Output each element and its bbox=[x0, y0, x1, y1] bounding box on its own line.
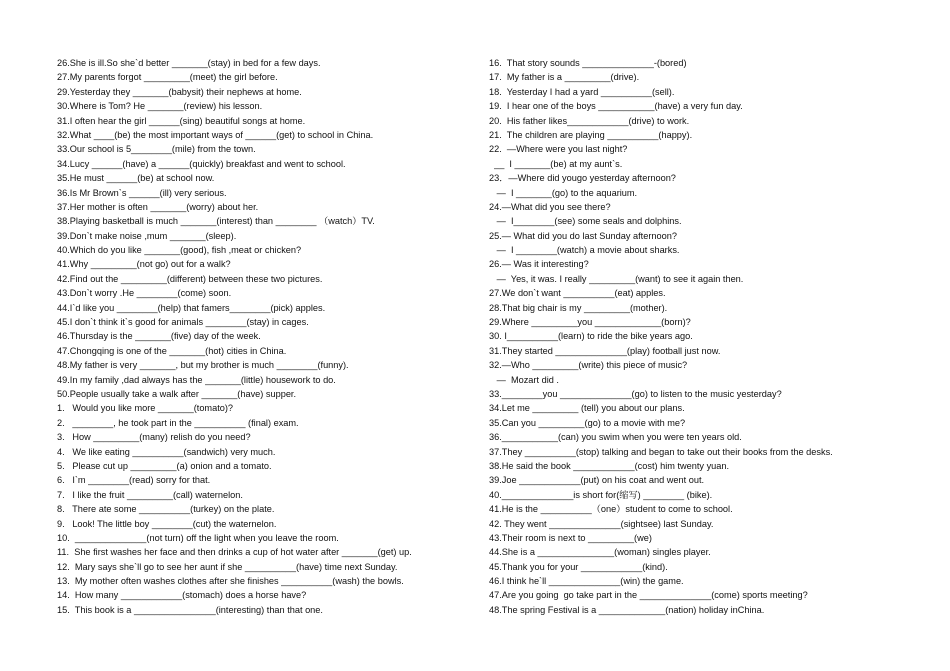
exercise-line: 2. ________, he took part in the __________ (final) exam. bbox=[57, 417, 299, 428]
exercise-line: 35.He must ______(be) at school now. bbox=[57, 173, 215, 184]
exercise-line: 31.I often hear the girl ______(sing) beautiful songs at home. bbox=[57, 115, 306, 126]
exercise-line: 49.In my family ,dad always has the _______(little) housework to do. bbox=[57, 374, 336, 385]
exercise-line: — I________(see) some seals and dolphins. bbox=[489, 216, 682, 227]
exercise-line: 28.That big chair is my _________(mother). bbox=[489, 302, 668, 313]
exercise-line: 48.The spring Festival is a _____________(nation) holiday inChina. bbox=[489, 604, 765, 615]
exercise-line: 21. The children are playing __________(happy). bbox=[489, 129, 693, 140]
exercise-line: 47.Chongqing is one of the _______(hot) cities in China. bbox=[57, 345, 287, 356]
exercise-line: 50.People usually take a walk after _______(have) supper. bbox=[57, 388, 297, 399]
exercise-line: 38.He said the book ____________(cost) him twenty yuan. bbox=[489, 460, 730, 471]
exercise-line: 14. How many ____________(stomach) does a horse have? bbox=[57, 590, 307, 601]
exercise-line: 18. Yesterday I had a yard __________(sell). bbox=[489, 86, 675, 97]
exercise-line: 8. There ate some __________(turkey) on the plate. bbox=[57, 504, 275, 515]
exercise-line: 36.Is Mr Brown`s ______(ill) very serious. bbox=[57, 187, 227, 198]
exercise-line: — I ________(watch) a movie about sharks. bbox=[489, 245, 680, 256]
exercise-line: 26.— Was it interesting? bbox=[489, 259, 589, 270]
exercise-line: 7. I like the fruit _________(call) waternelon. bbox=[57, 489, 243, 500]
exercise-line: 30.Where is Tom? He _______(review) his lesson. bbox=[57, 101, 263, 112]
exercise-line: 44.I`d like you ________(help) that famers________(pick) apples. bbox=[57, 302, 326, 313]
exercise-line: 25.— What did you do last Sunday afternoon? bbox=[489, 230, 677, 241]
exercise-line: 40.______________is short for(缩写) ________ (bike). bbox=[489, 489, 713, 500]
exercise-line: 43.Don`t worry .He ________(come) soon. bbox=[57, 288, 232, 299]
exercise-line: — Mozart did . bbox=[489, 374, 559, 385]
exercise-line: 37.They __________(stop) talking and began to take out their books from the desks. bbox=[489, 446, 833, 457]
exercise-line: 3. How _________(many) relish do you need? bbox=[57, 432, 251, 443]
exercise-line: 39.Don`t make noise ,mum _______(sleep). bbox=[57, 230, 237, 241]
exercise-line: 37.Her mother is often _______(worry) about her. bbox=[57, 201, 259, 212]
exercise-line: 29.Where _________you _____________(born)? bbox=[489, 317, 691, 328]
exercise-line: — Yes, it was. I really _________(want) to see it again then. bbox=[489, 273, 744, 284]
exercise-line: 19. I hear one of the boys ___________(have) a very fun day. bbox=[489, 101, 743, 112]
exercise-line: 36.___________(can) you swim when you were ten years old. bbox=[489, 432, 742, 443]
exercise-line: 30. I__________(learn) to ride the bike years ago. bbox=[489, 331, 693, 342]
exercise-line: 9. Look! The little boy ________(cut) the waternelon. bbox=[57, 518, 277, 529]
exercise-line: 41.He is the __________（one）student to come to school. bbox=[489, 504, 733, 515]
exercise-line: 20. His father likes____________(drive) to work. bbox=[489, 115, 690, 126]
exercise-line: 46.I think he`ll ______________(win) the game. bbox=[489, 576, 684, 587]
exercise-line: 42.Find out the _________(different) between these two pictures. bbox=[57, 273, 323, 284]
exercise-line: 16. That story sounds ______________-(bored) bbox=[489, 58, 687, 68]
exercise-line: 47.Are you going go take part in the ______________(come) sports meeting? bbox=[489, 590, 808, 601]
exercise-line: 32.What ____(be) the most important ways of ______(get) to school in China. bbox=[57, 129, 374, 140]
exercise-line: 45.I don`t think it`s good for animals ________(stay) in cages. bbox=[57, 317, 309, 328]
exercise-line: 42. They went ______________(sightsee) last Sunday. bbox=[489, 518, 714, 529]
exercise-line: 35.Can you _________(go) to a movie with me? bbox=[489, 417, 686, 428]
exercise-line: 10. ______________(not turn) off the light when you leave the room. bbox=[57, 532, 339, 543]
exercise-line: 15. This book is a ________________(interesting) than that one. bbox=[57, 604, 323, 615]
exercise-line: 27.My parents forgot _________(meet) the girl before. bbox=[57, 72, 278, 83]
exercise-line: 11. She first washes her face and then drinks a cup of hot water after _______(get) up. bbox=[57, 547, 412, 558]
exercise-line: 34.Let me _________ (tell) you about our plans. bbox=[489, 403, 685, 414]
exercise-line: 6. I`m ________(read) sorry for that. bbox=[57, 475, 211, 486]
exercise-line: 1. Would you like more _______(tomato)? bbox=[57, 403, 234, 414]
exercise-line: 13. My mother often washes clothes after she finishes __________(wash) the bowls. bbox=[57, 576, 404, 587]
exercise-line: 23．—Where did yougo yesterday afternoon? bbox=[489, 173, 676, 184]
exercise-line: 17. My father is a _________(drive). bbox=[489, 72, 640, 83]
exercise-line: 5. Please cut up _________(a) onion and a tomato. bbox=[57, 460, 272, 471]
exercise-line: 38.Playing basketball is much _______(interest) than ________ （watch）TV. bbox=[57, 216, 375, 227]
exercise-line: 32.—Who _________(write) this piece of music? bbox=[489, 360, 688, 371]
exercise-line: __ I _______(be) at my aunt`s. bbox=[489, 158, 623, 169]
exercise-line: 12. Mary says she`ll go to see her aunt if she __________(have) time next Sunday. bbox=[57, 561, 398, 572]
right-column bbox=[489, 56, 909, 617]
exercise-line: 26.She is ill.So she`d better _______(stay) in bed for a few days. bbox=[57, 58, 321, 68]
exercise-line: 39.Joe ____________(put) on his coat and went out. bbox=[489, 475, 705, 486]
exercise-line: 45.Thank you for your ____________(kind). bbox=[489, 561, 668, 572]
exercise-line: 33.________you ______________(go) to listen to the music yesterday? bbox=[489, 388, 782, 399]
exercise-line: 43.Their room is next to _________(we) bbox=[489, 532, 652, 543]
exercise-line: — I _______(go) to the aquarium. bbox=[489, 187, 638, 198]
exercise-line: 22. —Where were you last night? bbox=[489, 144, 628, 155]
exercise-line: 41.Why _________(not go) out for a walk? bbox=[57, 259, 231, 270]
exercise-line: 34.Lucy ______(have) a ______(quickly) breakfast and went to school. bbox=[57, 158, 346, 169]
exercise-line: 4. We like eating __________(sandwich) very much. bbox=[57, 446, 276, 457]
exercise-line: 29.Yesterday they _______(babysit) their nephews at home. bbox=[57, 86, 302, 97]
exercise-line: 24.—What did you see there? bbox=[489, 201, 611, 212]
left-column bbox=[57, 56, 457, 617]
exercise-line: 44.She is a _______________(woman) singles player. bbox=[489, 547, 711, 558]
exercise-line: 27.We don`t want __________(eat) apples. bbox=[489, 288, 666, 299]
exercise-line: 48.My father is very _______, but my brother is much ________(funny). bbox=[57, 360, 349, 371]
exercise-line: 40.Which do you like _______(good), fish ,meat or chicken? bbox=[57, 245, 302, 256]
exercise-line: 31.They started ______________(play) football just now. bbox=[489, 345, 721, 356]
exercise-line: 46.Thursday is the _______(five) day of the week. bbox=[57, 331, 261, 342]
exercise-line: 33.Our school is 5________(mile) from the town. bbox=[57, 144, 256, 155]
